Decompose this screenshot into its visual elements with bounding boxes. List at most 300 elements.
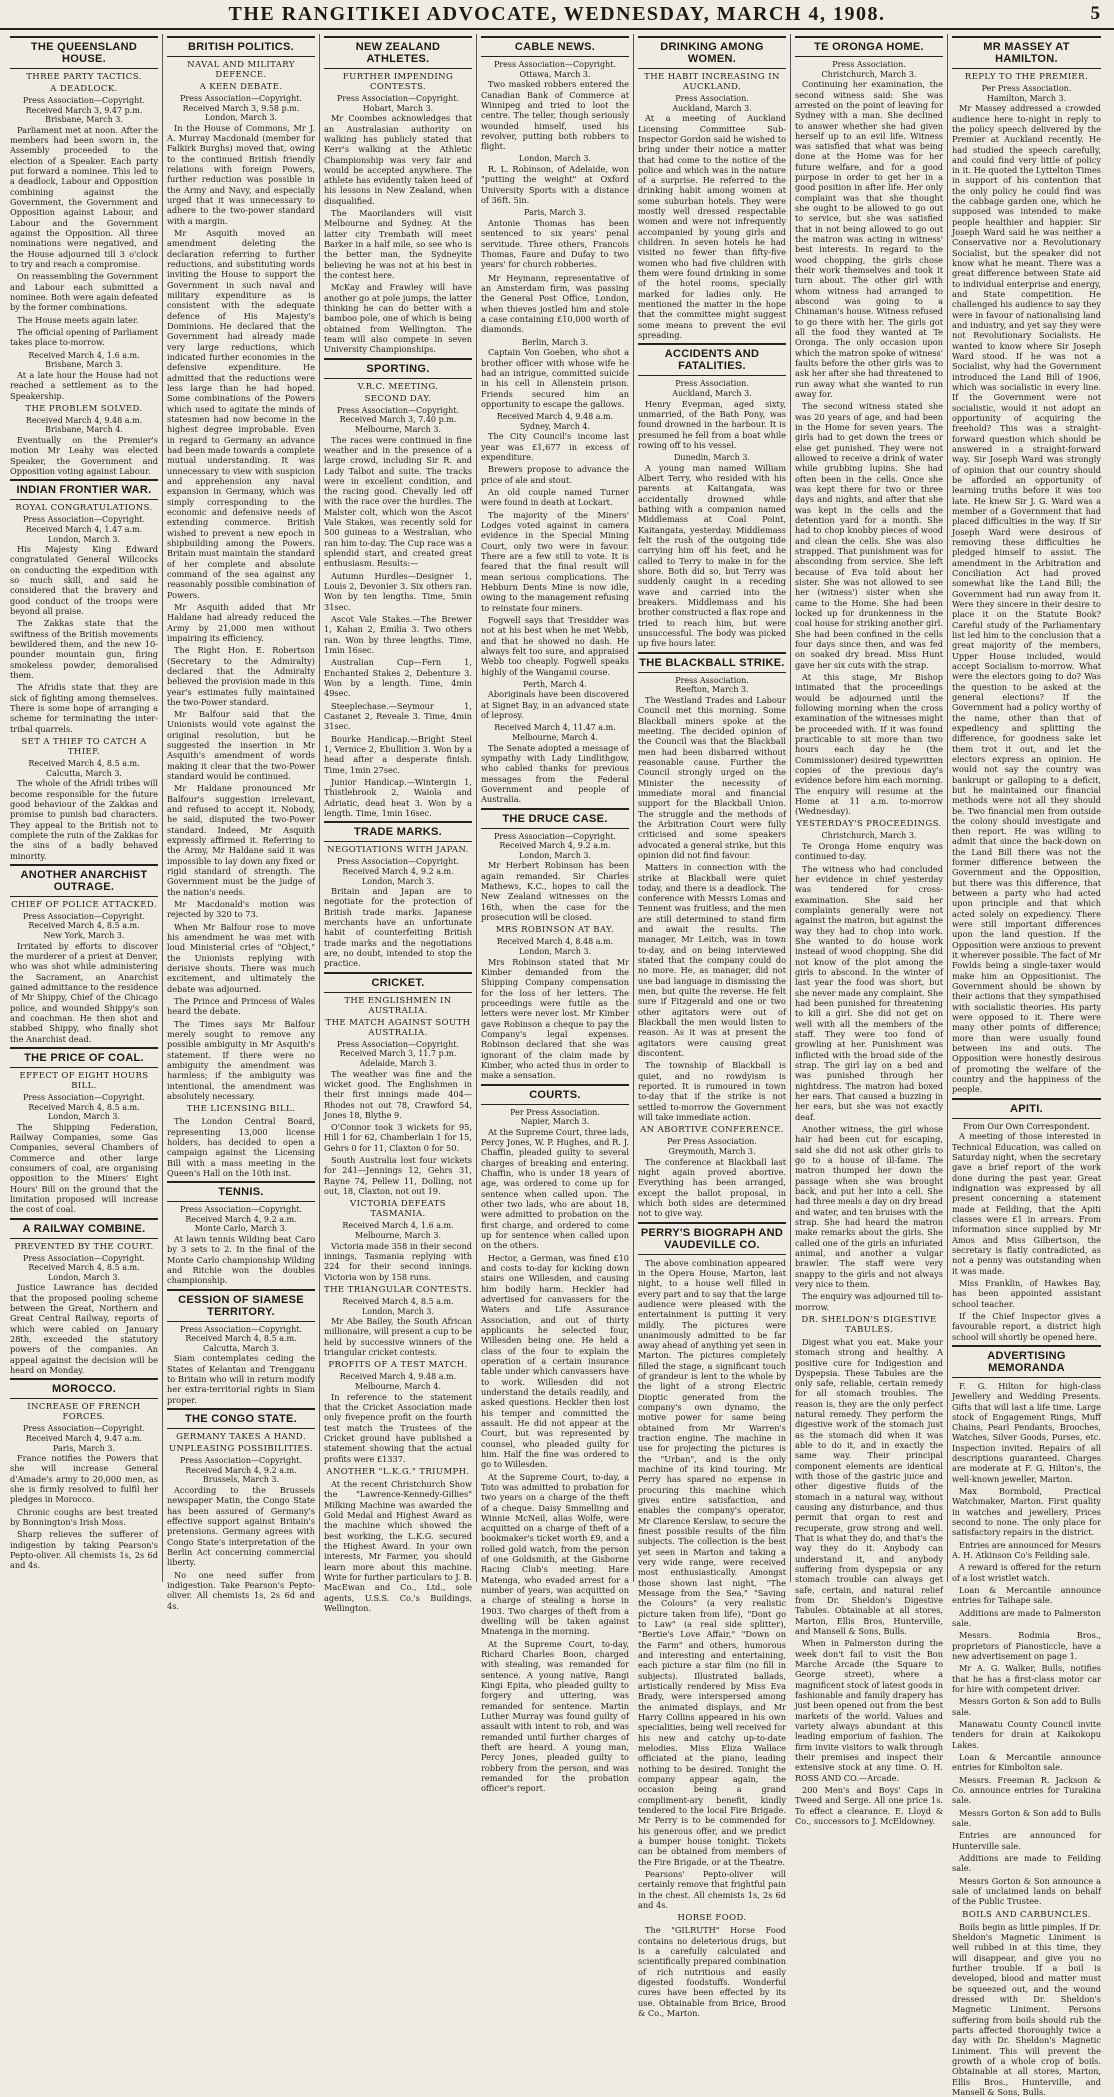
article-paragraph: Parliament met at noon. After the members had been sworn in, the Assembly proceeded to the election of a Speaker. Each party put forward a nominee. This led to a deadlock, Labour and Opposition combining against the Government, the Government and Opposition against Labour, and Labour and the Government against the Opposition. All three nominations were negatived, and the House adjourned till 3 o'clock to try and reach a compromise. [10,124,158,270]
dateline: Received March 3, 11.7 p.m. [339,1049,457,1059]
dateline: Press Association. [675,675,749,685]
dateline: Press Association—Copyright. [22,96,146,105]
dateline: Brisbane, March 3. [45,115,123,125]
article-paragraph: At the recent Christchurch Show the "Lawrence-Kennedy-Gillies" Milking Machine was awarded the Gold Medal and Highest Award as the machine which showed the best working, the L.K.G. secured the Highest Award. In your own interests, Mr Farmer, you should learn more about this machine. Write for further particulars to J. B. MacEwan and Co., Ltd., sole agents, U.S.S. Co.'s Buildings, Wellington. [324,1478,472,1613]
article-paragraph: At the Supreme Court, three lads, Percy Jones, W. P. Hughes, and R. J. Chaffin, pleaded guilty to several charges of breaking and entering. Chaffin, who is under 18 years of age, was ordered to come up for sentence when called upon. The other two lads, who are about 18, were admitted to probation on the first charge, and ordered to come up for sentence when called upon on the others. [481,1126,629,1251]
article-paragraph: Messrs Gorton & Son add to Bulls sale. [952,1807,1101,1828]
article-paragraph: The London Central Board, representing 13,000 license holders, has decided to open a campaign against the Licensing Bill with a mass meeting in the Queen's Hall on the 10th inst. [167,1116,315,1178]
dateline: Paris, March 3. [53,1443,115,1453]
dateline: London, March 3. [204,113,278,123]
article-heading: THE BLACKBALL STRIKE. [638,652,786,673]
article-subheading: GERMANY TAKES A HAND. [176,1432,306,1443]
dateline: Received March 4, 9.48 a.m. [339,1372,457,1382]
dateline: Received March 4, 8.5 a.m. [342,1296,454,1306]
article-paragraph: His Majesty King Edward congratulated General Willcocks on conducting the expedition with so much skill, and said he considered that the bravery and good conduct of the troops were beyond all praise. [10,544,158,617]
article-heading: ACCIDENTS AND FATALITIES. [638,343,786,376]
dateline: London, March 3. [47,1112,121,1122]
article-yesterday-s-proceedings [795,819,943,1311]
article-paragraph: France notifies the Powers that she will increase General d'Amade's army to 20,000 men, as she is firmly resolved to fulfil her pledges in Morocco. [10,1453,158,1505]
dateline: Dunedin, March 3. [674,453,750,463]
column-6 [791,34,948,1826]
article-paragraph: The official opening of Parliament takes place to-morrow. [10,327,158,348]
article-trade-marks [324,821,472,968]
article-subheading: PREVENTED BY THE COURT. [14,1241,154,1252]
article-paragraph: Irritated by efforts to discover the murderer of a priest at Denver, who was shot while administering the Sacrament, an Anarchist gained admittance to the residence of Mr Shippy, Chief of the Chicago police, and wounded Shippy's son and coachman. He then shot and stabbed Shippy, who finally shot the Anarchist dead. [10,940,158,1044]
article-subheading: THE LICENSING BILL. [186,1104,296,1115]
dateline: Press Association—Copyright. [22,1424,146,1434]
article-heading: APITI. [952,1098,1101,1119]
article-paragraph: Victoria made 358 in their second innings, Tasmania replying with 224 for their second innings. Victoria won by 158 runs. [324,1240,472,1282]
article-tennis [167,1181,315,1285]
dateline: Perth, March 4. [523,679,587,689]
article-paragraph: The Senate adopted a message of sympathy with Lady Lindlithgow, who cabled thanks for previous messages from the Federal Government and people of Australia. [481,742,629,805]
article-paragraph: The enquiry was adjourned till to-morrow. [795,1291,943,1312]
article-another-anarchist-outrage [10,864,158,1044]
article-cricket [324,972,472,1197]
article-advertising-memoranda [952,1345,1101,1907]
article-paragraph: The Prince and Princess of Wales heard the debate. [167,996,315,1017]
article-paragraph: Miss Franklin, of Hawkes Bay, has been appointed assistant school teacher. [952,1277,1101,1309]
dateline: London, March 3. [361,1306,435,1316]
article-paragraph: Australian Cup—Fern 1, Enchanted Stakes 2, Debenture 3. Won by a length. Time, 4min 49sec. [324,657,472,699]
article-paragraph: Bourke Handicap.—Bright Steel 1, Vernice 2, Ebullition 3. Won by a head after a desperate finish. Time, 1min 27sec. [324,733,472,775]
dateline: Received March 4, 9.47 a.m. [25,1433,143,1443]
article-profits-of-a-test-match [324,1360,472,1463]
article-paragraph: Aboriginals have been discovered at Signet Bay, in an advanced state of leprosy. [481,689,629,721]
article-subheading: ANOTHER "L.K.G." TRIUMPH. [326,1466,470,1477]
article-the-price-of-coal [10,1047,158,1215]
dateline: New York, March 3. [43,931,125,941]
dateline: Press Association—Copyright. [336,857,460,867]
article-victoria-defeats-tasmania [324,1199,472,1282]
dateline: From Our Own Correspondent. [963,1121,1090,1131]
article-paragraph: At a late hour the House had not reached a settlement as to the Speakership. [10,369,158,401]
column-7 [948,34,1105,2097]
article-subheading: SECOND DAY. [364,393,432,404]
article-paragraph: Loan & Mercantile announce entries for Taihape sale. [952,1585,1101,1606]
dateline: Received March 4, 1.47 a.m. [25,524,143,534]
dateline: Auckland, March 3. [672,389,752,398]
article-paragraph: The weather was fine and the wicket good. The Englishmen in their first innings made 404—Rhodes not out 78, Crawford 54, Jones 18, Blythe 9. [324,1068,472,1120]
dateline: Calcutta, March 3. [203,1343,279,1353]
article-paragraph: South Australia lost four wickets for 241—Jennings 12, Gehrs 31, Rayne 74, Pellew 11, Dolling, not out, 18, Claxton, not out 19. [324,1155,472,1197]
article-paragraph: Fogwell says that Tresidder was not at his best when he met Webb, and that he showed no dash. He always felt too sure, and appraised Webb too cheaply. Fogwell speaks highly of the Wanganui course. [481,614,629,677]
article-paragraph: The whole of the Afridi tribes will become responsible for the future good behaviour of the Zakkas and promise to punish bad characters. They appeal to the British not to complete the ruin of the Zakkas for the sins of a badly behaved minority. [10,778,158,861]
dateline: Received March 4, 8.5 a.m. [28,921,140,931]
article-untitled [481,154,629,205]
article-paragraph: The Times says Mr Balfour merely sought to remove any possible ambiguity in Mr Asquith's statement. If there were no ambiguity the amendment was harmless; if the ambiguity was intentional, the amendment was absolutely necessary. [167,1018,315,1101]
article-untitled [481,680,629,721]
article-paragraph: Brewers propose to advance the price of ale and stout. [481,464,629,485]
article-subheading: INCREASE OF FRENCH FORCES. [27,1402,141,1423]
article-heading: CRICKET. [324,972,472,993]
article-cable-news [481,36,629,151]
article-paragraph: Justice Lawrance has decided that the proposed pooling scheme between the Great, Northern and Great Central Railway, reports of which were cabled on January 28th, exceeded the statutory powers of the companies. An appeal against the decision will be heard on Monday. [10,1282,158,1376]
article-cession-of-siamese-territory [167,1289,315,1405]
article-subheading: ROYAL CONGRATULATIONS. [15,503,153,514]
article-subheading: YESTERDAY'S PROCEEDINGS. [796,819,942,830]
dateline: Received March 4, 8.5 a.m. [28,1263,140,1273]
article-paragraph: Mr Macdonald's motion was rejected by 320 to 73. [167,899,315,920]
article-paragraph: Mr Coombes acknowledges that an Australasian authority on walking has publicly stated that Kerr's walking at the Athletic Championship was very fair and would be accepted anywhere. The athlete has evidently taken heed of his lessons in New Zealand, when disqualified. [324,113,472,206]
article-sporting [324,358,472,819]
article-paragraph: Loan & Mercantile announce entries for Kimbolton sale. [952,1752,1101,1773]
article-heading: DRINKING AMONG WOMEN. [638,36,786,69]
article-the-licensing-bill [167,1104,315,1178]
dateline: Press Association. [675,379,749,389]
article-paragraph: In reference to the statement that the Cricket Association made only fivepence profit on the fourth test match the Trustees of the Cricket ground have published a statement showing that the actual profits were £1337. [324,1391,472,1464]
article-heading: TRADE MARKS. [324,821,472,842]
article-paragraph: Entries are announced for Messrs A. H. Atkinson Co's Feilding sale. [952,1539,1101,1561]
article-paragraph: Steeplechase.—Seymour 1, Castanet 2, Reveale 3. Time, 4min 31sec. [324,700,472,732]
article-paragraph: Hector, a German, was fined £10 and costs to-day for kicking down stairs one Willesden, and causing him bodily harm. Heckler had advertised for canvassers for the Waters and Life Assurance Association, and out of thirty applicants he selected four, Willesden being one. He held a class of the four to explain the operation of a certain insurance table under which canvassers have to work. Willesden did not understand the details readily, and asked questions. Heckler then lost his temper and committed the assault. He did not appear at the Court, but was represented by counsel, who pleaded guilty for him. Half the fine was ordered to go to Willesden. [481,1252,629,1470]
article-paragraph: On reassembling the Government and Labour each submitted a nominee. Both were again defeated by the former combinations. [10,271,158,313]
article-subheading: AN ABORTIVE CONFERENCE. [640,1125,784,1136]
article-a-railway-combine [10,1218,158,1376]
column-1 [6,34,163,1582]
article-paragraph: Messrs. Rodmia Bros., proprietors of Pianosticcle, have a new advertisement on page 1. [952,1630,1101,1662]
dateline: Received March 4, 11.47 a.m. [494,723,616,733]
article-paragraph: Britain and Japan are to negotiate for the protection of British trade marks. Japanese merchants have an unfortunate habit of counterfeiting British trade marks and the negotiations are, no doubt, intended to stop the practice. [324,886,472,969]
dateline: Received March 4, 9.48 a.m. [496,412,614,422]
dateline: Received March 4, 8.5 a.m. [185,1334,297,1344]
dateline: Ottawa, March 3. [519,69,591,79]
article-dr-sheldon-s-digestive-tabules [795,1315,943,1826]
column-5 [634,34,791,2018]
article-paragraph: Two masked robbers entered the Canadian Bank of Commerce at Winnipeg and tried to loot the centre. The teller, though seriously wounded himself, used his revolver, putting both robbers to flight. [481,79,629,152]
article-paragraph: Messrs. Freeman R. Jackson & Co. announce entries for Turakina sale. [952,1774,1101,1806]
column-4 [477,34,634,1794]
article-paragraph: Autumn Hurdles—Designer 1, Louis 2, Devonier 3. Six others ran. Won by ten lengths. Time, 5min 31sec. [324,570,472,612]
article-untitled [10,351,158,401]
article-heading: TE ORONGA HOME. [795,36,943,57]
article-the-blackball-strike [638,652,786,1123]
article-paragraph: 200 Men's and Boys' Caps in Tweed and Serge. All one price 1s. To effect a clearance. E. Lloyd & Co., successors to J. McEldowney. [795,1784,943,1826]
article-heading: BRITISH POLITICS. [167,36,315,57]
article-mr-massey-at-hamilton [952,36,1101,1095]
article-subheading: THE ENGLISHMEN IN AUSTRALIA. [344,995,452,1016]
column-2 [163,34,320,1611]
article-paragraph: Mrs Robinson stated that Mr Kimber demanded from the Shipping Company compensation for the loss of her letters. The proceedings were futile as the letters were never lost. Mr Kimber gave Robinson a cheque to pay the Company's legal expenses. Robinson declared that she was ignorant of the claim made by Kimber, who acted thus in order to make a sensation. [481,956,629,1081]
dateline: Brisbane, March 4. [45,425,123,435]
article-paragraph: Matters in connection with the strike at Blackball were quiet today, and there is a deadlock. The conference with Messrs Lomas and Tennent was fruitless, and the men are still determined to stand firm and await the results. The manager, Mr Leitch, was in town to-day, and on being interviewed stated that the company could do no more. He, as manager, did not use bad language in dismissing the men, but quite the reverse. He felt sure if Fitzgerald and one or two other agitators were out of Blackball the men would listen to reason. As it was at present the agitators were causing great discontent. [638,862,786,1059]
dateline: Press Association—Copyright. [179,94,303,103]
article-heading: CESSION OF SIAMESE TERRITORY. [167,1289,315,1322]
article-paragraph: A young man named William Albert Terry, who resided with his parents at Kaitangata, was accidentally drowned while bathing with a companion named Middlemass at Coal Point, Kaitangata, yesterday. Middlemass felt the rush of the outgoing tide carrying him off his feet, and he called to Terry to make in for the shore. Both did so, but Terry was suddenly caught in a receding wave and carried into the breakers. Middlemass and his brother constructed a flax rope and tried to reach him, but were unsuccessful. The body was picked up five hours later. [638,462,787,649]
article-heading: THE QUEENSLAND HOUSE. [10,36,158,69]
dateline: Press Association—Copyright. [179,1205,303,1215]
article-set-a-thief-to-catch-a-thief [10,737,158,861]
article-paragraph: The Maorilanders will visit Melbourne and Sydney. At the latter city Trembath will meet Barker in a half mile, so see who is the better man, the Sydneyite believing he was not at his best in the contest here. [324,208,472,281]
article-paragraph: Mr A. G. Walker, Bulls, notifies that he has a first-class motor car for hire with competent driver. [952,1663,1101,1695]
article-subheading: FURTHER IMPENDING CONTESTS. [342,72,454,92]
article-paragraph: The conference at Blackball last night again proved abortive. Everything has been arranged, except the ballot proposal, in which both sides are determined not to give way. [638,1156,786,1219]
article-paragraph: The Afridis state that they are sick of fighting among themselves. There is some hope of arranging a scheme for terminating the inter-tribal quarrels. [10,682,158,734]
article-paragraph: Mr Herbert Robinson has been again remanded. Sir Charles Mathews, K.C., hopes to call the New Zealand witnesses on the 16th, when the case for the prosecution will be closed. [481,860,629,923]
dateline: Received March 4, 9.2 a.m. [185,1214,297,1224]
article-subheading: V.R.C. MEETING. [357,381,439,392]
article-paragraph: A reward is offered for the return of a lost wristlet watch. [952,1562,1101,1583]
dateline: Received March 4, 8.5 a.m. [28,759,140,769]
article-paragraph: The "GILRUTH" Horse Food contains no deleterious drugs, but is a carefully calculated and scientifically prepared combination of rich nutritious and easily digested foodstuffs. Wonderful cures have been effected by its use. Obtainable from Brice, Brood & Co., Marton. [638,1925,786,2018]
dateline: Reefton, March 3. [675,685,749,695]
article-the-druce-case [481,808,629,923]
dateline: Press Association—Copyright. [336,405,460,415]
article-paragraph: At the Supreme Court, to-day, Richard Charles Boon, charged with stealing, was remanded for sentence. A young native, Rangi Kingi Epita, who pleaded guilty to forgery and uttering, was remanded for sentence. Martin Luther Murray was found guilty of assault with intent to rob, and was remanded until further charges of theft are heard. A young man, Percy Jones, pleaded guilty to robbery from the person, and was remanded for the probation officer's report. [481,1638,629,1794]
article-paragraph: The witness who had concluded her evidence in chief yesterday was tendered for cross-examination. She said her complaints generally were not against the matron, but against the way they had to chop into work. She wanted to do house work instead of wood chopping. She did not know of the plot among the girls to abscond. In the winter of last year the food was short, but she never made any complaint. She had been punished for threatening to kill a girl. She did not get on well with all the members of the staff. They were too fond of growling at her. Punishment was inflicted with the broad side of the strap. The girl lay on a bed and was punished through her nightdress. The matron had boxed her ears. That caused a buzzing in her ears, but she was not exactly deaf. [795,863,943,1122]
article-subheading: HORSE FOOD. [677,1913,747,1924]
article-paragraph: The races were continued in fine weather and in the presence of a large crowd, including Sir R. and Lady Talbot and suite. The tracks were in excellent condition, and the racing good. Chevally led off with the race over the hurdles. The Malster colt, which won the Ascot Vale Stakes, was recently sold for 500 guineas to a Westralian, who ran him to-day. The Cup race was a splendid start, and created great enthusiasm. Results:— [324,434,472,569]
article-subheading: MRS ROBINSON AT BAY. [495,925,615,936]
article-paragraph: The Right Hon. E. Robertson (Secretary to the Admiralty) declared that the Admiralty believed the provision made in this year's estimates fully maintained the two-Power standard. [167,645,315,707]
dateline: Christchurch, March 3. [821,69,917,79]
dateline: Brussels, March 3. [202,1475,280,1485]
dateline: Received March 3, 9.58 p.m. [182,103,300,113]
dateline: Per Press Association. [981,84,1072,93]
article-new-zealand-athletes [324,36,472,355]
article-mrs-robinson-at-bay [481,925,629,1080]
article-paragraph: The House meets again later. [17,314,139,325]
article-paragraph: The above combination appeared in the Opera House, Marton, last night, to a house well filled in every part and to say that the large audience were pleased with the entertainment is putting it very mildly. The pictures were unanimously admitted to be far away ahead of anything yet seen in Marton. The pictures completely filled the stage, a significant touch of grandeur is lent to the whole by the light of a strong Electric Dioptic generated from the company's own dynamo, the motive power for same being obtained from Mr Warren's traction engine. The machine in use for projecting the pictures is the "Urban", and is the only machine of its kind touring. Mr Perry has spared no expense in procuring this machine which gives entire satisfaction, and enables the company's operator, Mr Clarence Kerslaw, to secure the finest possible results of the film subjects. The collection is the best yet seen in Marton and taking a very wide range, were received most enthusiastically. Amongst those shown last night, "The Message from the Sea," "Saving the Colours" (a very realistic picture taken from life), "Dont go to Law" (a real side splitter), "Bertie's Love Affair," "Down on the Farm" and others, humorous and interesting and entertaining, each picture a star film (no fill in subjects). Illustrated ballads, artistically rendered by Miss Eva Brady, were interspersed among the animated displays, and Mr Harry Collins appeared in his own specialities, being well received for his new and catchy up-to-date melodies. Miss Eliza Wallace officiated at the piano, leading nothing to be desired. Tonight the company appear again, the occasion being a grand compliment-ary benefit, kindly tendered to the local Fire Brigade. Mr Perry is to be commended for his generous offer, and we predict a bumper house tonight. Tickets can be obtained from members of the Fire Brigade, or at the Theatre. [638,1257,786,1867]
article-paragraph: Entries are announced for Hunterville sale. [952,1830,1101,1851]
article-paragraph: The Westland Trades and Labour Council met this morning. Some Blackball miners spoke at the meeting. The decided opinion of the Council was that the Blackball men had been disbarred without reasonable cause. Further the Council strongly urged on the Minister the necessity of immediate moral and financial support for the Blackball Union. The struggle and the methods of the Arbitration Court were fully criticised and some speakers advocated a general strike, but this opinion did not find favour. [638,694,786,860]
article-paragraph: Additions are made to Feilding sale. [952,1852,1101,1874]
article-perry-s-biograph-and-vaudeville-co [638,1222,786,1911]
article-paragraph: Captain Von Goeben, who shot a brother officer with whose wife he had an intrigue, committed suicide in his cell in Allenstein prison. Friends secured him an opportunity to escape the gallows. [481,347,629,409]
article-paragraph: Sharp relieves the sufferer of indigestion by taking Pearson's Pepto-oliver. All chemists 1s, 2s 6d and 4s. [10,1529,158,1571]
article-subheading: VICTORIA DEFEATS TASMANIA. [350,1199,446,1220]
dateline: Press Association—Copyright. [22,515,146,525]
article-paragraph: A meeting of those interested in Technical Education, was called on Saturday night, when the secretary gave a brief report of the work done during the past year. Great indignation was expressed by all present concerning a statement made at Feilding, that the Apiti classes were £1 in arrears. From information since supplied by Mr Amos and Miss Gilbertson, the secretary is flatly contradicted, as not a penny was outstanding when it was made. [952,1131,1101,1276]
page-number: 5 [1090,3,1100,24]
dateline: Brisbane, March 3. [45,360,123,370]
article-subheading: NEGOTIATIONS WITH JAPAN. [327,845,469,856]
article-heading: INDIAN FRONTIER WAR. [10,479,158,500]
dateline: Press Association—Copyright. [22,1092,146,1102]
dateline: Adelaide, March 3. [359,1058,437,1068]
article-subheading: DR. SHELDON'S DIGESTIVE TABULES. [801,1314,937,1335]
article-paragraph: At a meeting of Auckland Licensing Committee Sub-Inspector Gordon said he wished to bring under their notice a matter that had come to the notice of the police and which was in the nature of a surprise. He referred to the drinking habit among women at some suburban hotels. They were mostly well dressed respectable women and were not infrequently accompanied by young girls and children. In seven hotels he had visited no fewer than fifty-five women who had five children with them were found drinking in some of the hotel rooms, specially marked for ladies only. He mentioned the matter in the hope that the committee might suggest some means to prevent the evil spreading. [638,113,786,341]
article-untitled [638,453,786,649]
article-heading: A RAILWAY COMBINE. [10,1218,158,1239]
article-heading: COURTS. [481,1084,629,1105]
article-heading: TENNIS. [167,1181,315,1202]
article-untitled [481,338,629,410]
article-heading: MOROCCO. [10,1378,158,1399]
article-heading: THE CONGO STATE. [167,1408,315,1429]
article-british-politics [167,36,315,1101]
article-subheading: BOILS AND CARBUNCLES. [962,1909,1091,1920]
article-apiti [952,1098,1101,1342]
columns [6,34,1106,2097]
dateline: Received March 4, 1.6 a.m. [28,350,140,360]
dateline: London, March 3. [518,850,592,860]
article-paragraph: When in Palmerston during the week don't fail to visit the Bon Marche Arcade (the Square to George street), where a magnificent stock of latest goods in fashionable and family drapery has just been opened out from the best markets of the world. Values and variety always abundant at this leading emporium of fashion. The firm invite visitors to walk through their premises and inspect their extensive stock at any time. O. H. ROSS AND CO.—Arcade. [795,1638,943,1783]
dateline: Press Association—Copyright. [336,1039,460,1049]
article-paragraph: Messrs Gorton & Son announce a sale of unclaimed lands on behalf of the Public Trustee. [952,1875,1101,1907]
dateline: Calcutta, March 3. [46,768,122,778]
article-the-triangular-contests [324,1285,472,1358]
article-paragraph: The City Council's income last year was £1,677 in excess of expenditure. [481,431,629,462]
article-paragraph: When Mr Balfour rose to move his amendment he was met with loud Ministerial cries of "Object," the Unionists replying with derisive shouts. There was much excitement, and ultimately the debate was adjourned. [167,921,315,994]
dateline: Melbourne, March 3. [355,1231,441,1241]
dateline: Received March 4, 9.48 a.m. [25,415,143,425]
article-subheading: THREE PARTY TACTICS. [26,72,142,82]
article-heading: ANOTHER ANARCHIST OUTRAGE. [10,864,158,897]
dateline: Napier, March 3. [520,1117,590,1127]
article-paragraph: In the House of Commons, Mr J. A. Murray Macdonald (member for Falkirk Burghs) moved that, owing to the continued British friendly relations with foreign Powers, further reduction was possible in the Army and Navy, and especially urged that it was unnecessary to adhere to the two-power standard with a margin. [167,122,315,226]
article-paragraph: Boils begin as little pimples. If Dr. Sheldon's Magnetic Liniment is well rubbed in at this time, they will disappear, and give you no further trouble. If a boil is developed, blood and matter must be squeezed out, and the wound dressed with Dr. Sheldon's Magnetic Liniment. Persons suffering from boils should rub the parts affected thoroughly twice a day with Dr. Sheldon's Magnetic Liniment. This will prevent the growth of a whole crop of boils. Obtainable at all stores, Marton, Ellis Bros., Hunterville, and Mansell & Sons, Bulls. [952,1921,1101,2097]
article-paragraph: Chronic coughs are best treated by Bonnington's Irish Moss. [10,1506,158,1528]
dateline: Berlin, March 3. [521,337,589,347]
article-heading: SPORTING. [324,358,472,379]
article-te-oronga-home [795,36,943,816]
article-paragraph: R. L. Robinson, of Adelaide, won "putting the weight" at Oxford University Sports with a distance of 36ft. 5in. [481,164,629,206]
dateline: Received March 4, 9.2 a.m. [499,841,611,851]
article-paragraph: Junior Handicap.—Wintergin 1, Thistlebrook 2, Waiola and Adriatic, dead heat 3. Won by a length. Time, 1min 16sec. [324,777,472,818]
article-untitled [481,208,629,269]
article-untitled [481,412,629,677]
article-heading: PERRY'S BIOGRAPH AND VAUDEVILLE CO. [638,1222,786,1255]
article-paragraph: If the Chief Inspector gives a favourable report, a district high school will shortly be opened here. [952,1310,1101,1342]
article-heading: NEW ZEALAND ATHLETES. [324,36,472,69]
article-the-queensland-house [10,36,158,348]
article-paragraph: Siam contemplates ceding the States of Kelantan and Trengganu to Britain who will in return modify her extra-territorial rights in Siam proper. [167,1353,315,1405]
dateline: Press Association—Copyright. [179,1324,303,1334]
dateline: Received March 4, 8.48 a.m. [496,937,614,947]
article-paragraph: Continuing her examination, the second witness said: She was arrested on the point of leaving for Sydney with a man. She declined to answer whether she had given herself up to an evil life. Witness was satisfied that what was being done at the Home was for her future welfare, and for a good purpose in order to get her in a good position in after life. Her only complaint was that she thought she ought to be allowed to go out to service, but she was satisfied that in not being allowed to go out the matron was acting in witness' best interests. In regard to the wood chopping, the girls chose their work themselves and took it turn about. The other girl with whom witness had arranged to abscond was going to a Chinaman's house. Witness refused to go there with her. The girls got all the food they wanted at Te Oronga. The only occasion upon which the matron spoke of witness' faults before the other girls was to ask her after she had threatened to run away what she wanted to run away for. [795,79,943,400]
article-paragraph: Manawatu County Council invite tenders for drain at Kaikokopu Lakes. [952,1719,1101,1750]
article-paragraph: An old couple named Turner were found in death at Lockart. [481,486,629,508]
column-3 [320,34,477,1613]
article-paragraph: Mr Balfour said that the Unionists would vote against the original resolution, but he suggested the insertion in Mr Asquith's amendment of words making it clear that the two-Power standard would be continued. [167,709,315,782]
article-courts [481,1084,629,1794]
dateline: Press Association—Copyright. [22,911,146,921]
dateline: Melbourne, March 3. [355,424,441,434]
article-the-congo-state [167,1408,315,1611]
article-subheading: A DEADLOCK. [50,84,118,94]
article-paragraph: O'Connor took 3 wickets for 95, Hill 1 for 62, Chamberlain 1 for 15, Gehrs 0 for 11, Claxton 0 for 50. [324,1122,472,1153]
dateline: Hobart, March 3. [362,103,434,113]
article-indian-frontier-war [10,479,158,734]
article-subheading: REPLY TO THE PREMIER. [964,72,1089,82]
article-heading: THE PRICE OF COAL. [10,1047,158,1068]
article-heading: MR MASSEY AT HAMILTON. [952,36,1101,69]
article-subheading: UNPLEASING POSSIBILITIES. [168,1444,314,1455]
article-paragraph: Henry Evepman, aged sixty, unmarried, of the Bath Pony, was found drowned in the harbour. It is presumed he fell from a boat while rowing off to his vessel. [638,398,786,450]
article-paragraph: Te Oronga Home enquiry was continued to-day. [795,841,943,862]
article-heading: CABLE NEWS. [481,36,629,57]
dateline: Press Association—Copyright. [336,94,460,103]
article-subheading: THE HABIT INCREASING IN AUCKLAND. [644,72,780,92]
article-untitled [481,723,629,804]
article-paragraph: Mr Massey addressed a crowded audience here to-night in reply to the policy speech delivered by the Premier at Auckland recently. He had studied the speech carefully, and could find very little of policy in it. He quoted the Lyttelton Times in support of his contention that the only policy he could find was the cabbage garden one, which he supposed was intended to make people healthier and happier. Sir Joseph Ward said he was neither a Conservative nor a Revolutionary Socialist, but the speaker did not know what he meant. There was a great difference between State aid to individual enterprise and energy, and State competition. He challenged his audience to say they were in favour of nationalising land and industry, and yet say they were not Revolutionary Socialists. He wanted to know where Sir Joseph Ward stood. If he was not a Socialist, why had the Government introduced the Land Bill of 1906, which was socialistic in every line. If the Government were not socialistic, would it not adopt an opportunity of acquiring the freehold? This was a straight-forward question which should be answered in a straight-forward way. Sir Joseph Ward was strongly of opinion that our country should be afforded an opportunity of learning truths before it was too late. He knew Sir J. G. Ward was a member of a Government that had placed difficulties in the way. If Sir Joseph Ward were desirous of removing these difficulties he pledged himself to assist. The amendment in the Arbitration and Conciliation Act had proved somewhat like the Land Bill; the Government had run away from it. Were they sincere in their desire to place it on the Statute Book? Careful study of the Parliamentary list led him to the conclusion that a great majority of the members, Upper House included, would accept Socialism to-morrow. What were the electors going to do? Was the question to be asked at the general elections? If the Government had a policy worthy of the name, other than that of expediency and splitting the difference, for goodness sake let them trot it out, and let the electors express an opinion. He would not say the country was bankrupt or galloping to a deficit, but he maintained our financial methods were not all they should be. Two financial men from outside the colony should investigate and then report. He was willing to admit that since the back-down on the Land Bill there was not the former difference between the Government and the Opposition, but there was this difference, that between a party who had acted upon principle and that which acted solely on expediency. There were still important differences upon the land question. If the Opposition were anxious to prevent it wherever possible. The fact of Mr Fowlds being a single-taxer would make him an Oppositionist. The Government should be shown by their actions that they sympathised with socialistic theories. His party were opposed to it. There were many other points of difference; more than were usually found between ins and outs. The Opposition were honestly desirous of promoting the welfare of the country and the happiness of the people. [952,103,1101,1095]
article-untitled [481,273,629,335]
dateline: Received March 4, 8.5 a.m. [28,1102,140,1112]
article-subheading: SET A THIEF TO CATCH A THIEF. [21,737,147,758]
dateline: Monte Carlo, March 3. [194,1224,288,1234]
article-horse-food [638,1913,786,2018]
article-paragraph: Mr Abe Bailey, the South African millionaire, will present a cup to be held by successive winners of the triangular cricket contests. [324,1316,472,1358]
article-drinking-among-women [638,36,786,340]
article-paragraph: At lawn tennis Wilding beat Caro by 3 sets to 2. In the final of the Monte Carlo championship Wilding and Ritchie won the doubles championship. [167,1234,315,1286]
article-paragraph: Mr Asquith moved an amendment deleting the declaration referring to further reductions, and substituting words inviting the House to support the Government in such naval and military expenditure as is consistent with the adequate defence of His Majesty's Dominions. He declared that the Government had already made very large reductions, which indicated further economies in the defensive expenditure. He admitted that the reductions were less large than he had hoped. Some combinations of the Powers which used to agitate the minds of statesmen had now become in the highest degree improbable. Even in regard to Germany an advance had been made towards a complete mutual understanding. It was unnecessary to view with suspicion and apprehension any naval expansion in Germany, which was simply corresponding to the economic and defensive needs of extending commerce. British wished to prevent a new epoch in shipbuilding among the Powers. Britain must maintain the standard of her complete and absolute command of the sea against any reasonably possible combination of Powers. [167,228,315,600]
article-heading: ADVERTISING MEMORANDA [952,1345,1101,1378]
article-accidents-and-fatalities [638,343,786,450]
article-another-l-k-g-triumph [324,1467,472,1613]
dateline: London, March 3. [47,534,121,544]
article-paragraph: F. G. Hilton for high-class Jewellery and Wedding Presents. Gifts that will last a life time. Large stock of Engagement Rings, Muff Chains, Pearl Pendants, Brooches, Watches, Silver Goods, Purses, etc. Inspection invited. Repairs of all descriptions guaranteed. Charges are moderate at F. G. Hilton's, the well-known jeweller, Marton. [952,1380,1101,1484]
article-paragraph: Pearsons' Pepto-oliver will certainly remove that frightful pain in the chest. All chemists 1s, 2s 6d and 4s. [638,1868,786,1910]
dateline: Press Association. [832,60,906,69]
article-an-abortive-conference [638,1125,786,1218]
dateline: Received March 4, 9.2 a.m. [185,1465,297,1475]
article-paragraph: Mr Haldane pronounced Mr Balfour's suggestion irrelevant, and refused to accept it. Nobody, he said, disputed the two-Power standard. Indeed, Mr Asquith expressly affirmed it. Referring to the Army, Mr Haldane said it was impossible to lay down any fixed or rigid standard of strength. The Government must be the judge of the nation's needs. [167,783,315,897]
article-subheading: THE PROBLEM SOLVED. [25,403,143,414]
dateline: Christchurch, March 3. [821,831,917,841]
article-paragraph: The second witness stated she was 20 years of age, and had been in the Home for seven years. The girls had to get down the trees or else get punished. They were not allowed to receive a drink of water while grubbing lupins. She had often been in the cells. Once she was kept there for two or three days and nights, and after that she was kept in the cells and the detention yard for a month. She had to chop knobby pieces of wood and clean the cells. She was also strapped. That punishment was for absconding from service. She left because of Eva told about her sister. She was not allowed to see her (witness') sister when she came to the Home. She had been locked up for drunkenness in the coal house for striking another girl. She had been confined in the cells four days since then, and was fed on soaked dry bread. Miss Hunt gave her six cuts with the strap. [795,401,943,670]
dateline: London, March 3. [518,154,592,164]
article-paragraph: Additions are made to Palmerston sale. [952,1607,1101,1629]
dateline: Press Association—Copyright. [22,1253,146,1263]
dateline: Received March 3, 9.47 p.m. [25,105,143,115]
article-paragraph: The majority of the Miners' Lodges voted against in camera evidence in the Special Mining Court, only two were in favour. There are a few still to vote. It is feared that the final result will mean serious complications. The Hebburn Dents Mine is now idle, owing to the management refusing to reinstate four miners. [481,509,629,613]
dateline: Melbourne, March 4. [355,1382,441,1392]
dateline: Received March 4, 1.6 a.m. [342,1221,454,1231]
dateline: London, March 3. [361,876,435,886]
article-paragraph: The Zakkas state that the swiftness of the British movements bewildered them, and the new 10-pounder mountain gun, firing smokeless powder, demoralised them. [10,618,158,681]
dateline: Melbourne, March 4. [512,733,598,743]
article-paragraph: The township of Blackball is quiet, and no rowdyism is reported. It is rumoured in town to-day that if the strike is not settled to-morrow the Government will take immediate action. [638,1060,786,1123]
dateline: Paris, March 3. [524,208,586,218]
article-paragraph: Ascot Vale Stakes.—The Brewer 1, Kahan 2, Emilia 3. Two others ran. Won by three lengths. Time, 1min 16sec. [324,614,472,656]
article-paragraph: McKay and Frawley will have another go at pole jumps, the latter thinking he can do better with a bamboo pole, one of which is being obtained from Wellington. The team will also compete in seven University Championships. [324,282,472,355]
dateline: Press Association—Copyright. [493,60,617,69]
dateline: Received March 4, 9.2 a.m. [342,866,454,876]
dateline: Per Press Association. [667,1137,757,1147]
masthead [0,0,1114,30]
article-subheading: PROFITS OF A TEST MATCH. [328,1360,468,1371]
article-paragraph: Digest what you eat. Make your stomach strong and healthy. A positive cure for Indigestion and Dyspepsia. These Tabules are the only safe, reliable, certain remedy for all stomach troubles. The reason is, they are the only perfect natural remedy. They perform the digestive work of the stomach just as the stomach did when it was able to do it, and in exactly the same way. Their principal component elements are identical with those of the gastric juice and other digestive fluids of the stomach in a natural way, without causing any disturbance, and thus permit that organ to rest and recuperate, grow strong and well. That is what they do, and that's the way they do it. Anybody can understand it, and anybody suffering from dyspepsia or any stomach trouble can always get safe, certain, and natural relief from Dr. Sheldon's Digestive Tabules. Obtainable at all stores, Marton, Ellis Bros, Hunterville, and Mansell & Sons, Bulls. [795,1336,943,1637]
article-paragraph: Mr Asquith added that Mr Haldane had already reduced the Army by 21,000 men without impairing its efficiency. [167,601,315,643]
dateline: Auckland, March 3. [672,103,752,113]
article-paragraph: At this stage, Mr Bishop intimated that the proceedings would be adjourned until the following morning when the cross examination of the witnesses might be proceeded with. If it was found practicable to sit more than two hours each day he (the Commissioner) desired typewritten copies of the previous day's evidence before him each morning. The enquiry will resume at the Home at 11 a.m. to-morrow (Wednesday). [795,671,943,817]
article-subheading: THE TRIANGULAR CONTESTS. [324,1284,472,1295]
article-paragraph: Eventually on the Premier's motion Mr Leahy was elected Speaker, the Government and Opposition voting against Labour. [10,435,158,477]
article-subheading: A KEEN DEBATE. [199,82,283,92]
article-heading: THE DRUCE CASE. [481,808,629,829]
article-paragraph: No one need suffer from indigestion. Take Pearson's Pepto-oliver. All chemists 1s, 2s 6d and 4s. [167,1569,315,1611]
article-subheading: THE MATCH AGAINST SOUTH AUSTRALIA. [325,1017,471,1038]
article-boils-and-carbuncles [952,1910,1101,2097]
article-paragraph: The Shipping Federation, Railway Companies, some Gas Companies, several Chambers of Commerce and other large consumers of coal, are organising opposition to the Miners' Eight Hours' Bill on the ground that the limitation proposed will increase the cost of coal. [10,1121,158,1215]
dateline: Hamilton, March 3. [986,93,1067,103]
masthead-title: THE RANGITIKEI ADVOCATE, WEDNESDAY, MARCH 4, 1908. [228,3,886,25]
dateline: London, March 3. [518,946,592,956]
dateline: Greymouth, March 3. [668,1146,756,1156]
article-subheading: NAVAL AND MILITARY DEFENCE. [187,60,295,80]
article-paragraph: According to the Brussels newspaper Matin, the Congo State has been assured of Germany's effective support against Britain's pretensions. Germany agrees with Congo State's interpretation of the Berlin Act concerning commercial liberty. [167,1484,315,1568]
dateline: Press Association—Copyright. [493,831,617,841]
dateline: Sydney, March 4. [519,421,591,431]
dateline: Received March 3, 7.40 p.m. [339,415,457,425]
dateline: London, March 3. [47,1272,121,1282]
article-the-problem-solved [10,404,158,477]
dateline: Per Press Association. [510,1107,600,1117]
article-paragraph: Antonie Thomas has been sentenced to six years' penal servitude. Three others, Francois Thomas, Faure and Dufay to two years' for church robberies. [481,217,629,270]
article-paragraph: Messrs Gorton & Son add to Bulls sale. [952,1696,1101,1717]
article-subheading: EFFECT OF EIGHT HOURS BILL. [19,1070,149,1091]
